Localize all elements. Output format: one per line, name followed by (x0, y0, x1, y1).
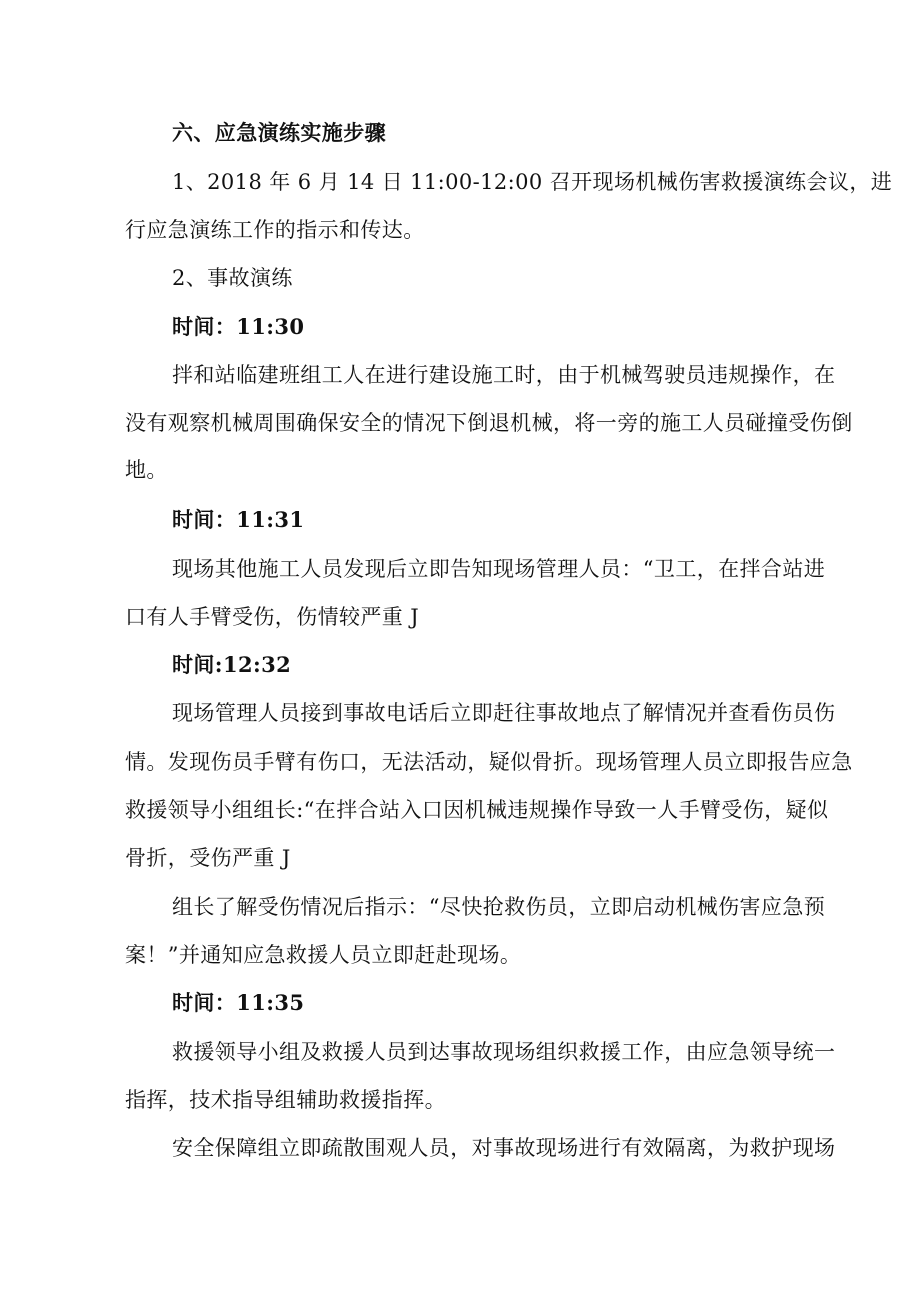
time-1131: 时间：11:31 (172, 507, 305, 532)
para4-line2: 案！”并通知应急救援人员立即赶赴现场。 (125, 943, 522, 967)
para5-line1: 救援领导小组及救援人员到达事故现场组织救援工作，由应急领导统一 (172, 1040, 836, 1064)
item1-line1: 1、2018 年 6 月 14 日 11:00-12:00 召开现场机械伤害救援演练会议，进 (172, 170, 893, 194)
time-1130: 时间：11:30 (172, 314, 305, 339)
time-1135: 时间：11:35 (172, 990, 305, 1015)
para3-line2: 情。发现伤员手臂有伤口，无法活动，疑似骨折。现场管理人员立即报告应急 (125, 750, 853, 774)
para4-line1: 组长了解受伤情况后指示：“尽快抢救伤员，立即启动机械伤害应急预 (172, 895, 826, 919)
para2-line1: 现场其他施工人员发现后立即告知现场管理人员：“卫工，在拌合站进 (172, 557, 826, 581)
item1-line2: 行应急演练工作的指示和传达。 (125, 218, 425, 242)
para3-line3: 救援领导小组组长:“在拌合站入口因机械违规操作导致一人手臂受伤，疑似 (125, 798, 829, 822)
time-1232: 时间:12:32 (172, 652, 292, 677)
para1-line1: 拌和站临建班组工人在进行建设施工时，由于机械驾驶员违规操作，在 (172, 363, 836, 387)
section-heading: 六、应急演练实施步骤 (172, 120, 386, 145)
item2-heading: 2、事故演练 (172, 266, 293, 290)
para1-line3: 地。 (125, 458, 168, 482)
para6-line1: 安全保障组立即疏散围观人员，对事故现场进行有效隔离，为救护现场 (172, 1136, 836, 1160)
para1-line2: 没有观察机械周围确保安全的情况下倒退机械，将一旁的施工人员碰撞受伤倒 (125, 411, 853, 435)
para2-line2: 口有人手臂受伤，伤情较严重 J (125, 605, 420, 629)
para5-line2: 指挥，技术指导组辅助救援指挥。 (125, 1088, 446, 1112)
para3-line4: 骨折，受伤严重 J (125, 846, 291, 870)
para3-line1: 现场管理人员接到事故电话后立即赶往事故地点了解情况并查看伤员伤 (172, 701, 836, 725)
